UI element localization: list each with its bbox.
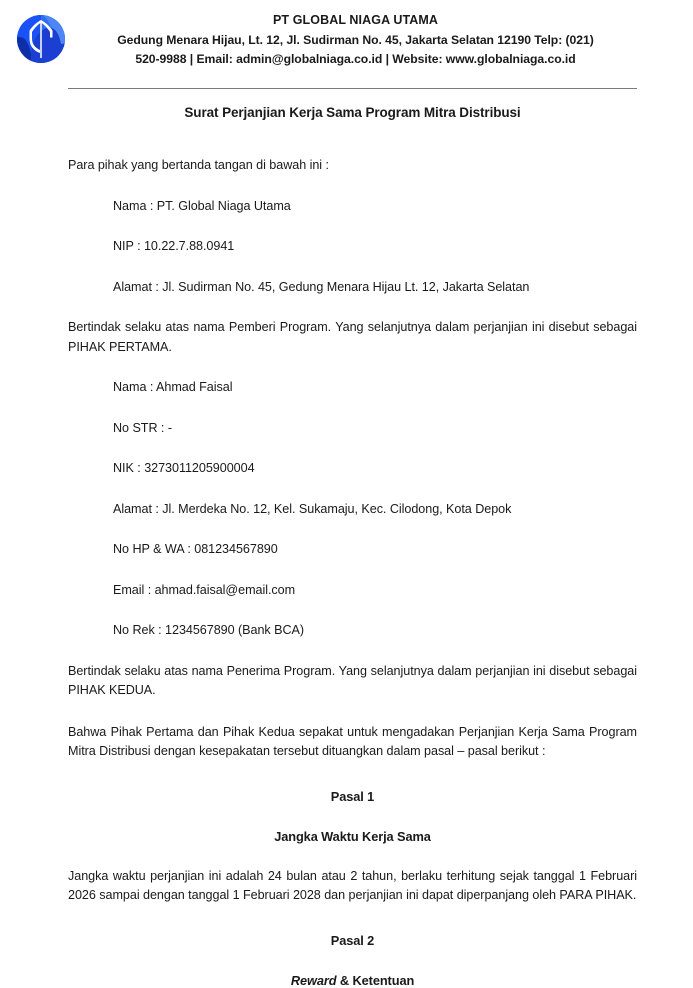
company-address-line-1: Gedung Menara Hijau, Lt. 12, Jl. Sudirman No. 45, Jakarta Selatan 12190 Telp: (021) [117,33,594,47]
letterhead [0,0,693,69]
article-2-subtitle [68,973,637,988]
agreement-intro: Bahwa Pihak Pertama dan Pihak Kedua sepakat untuk mengadakan Perjanjian Kerja Sama Program Mitra Distribusi dengan kesepakatan tersebut dituangkan dalam pasal – pasal berikut : [68,724,637,758]
list-item: No Rek : 1234567890 (Bank BCA) [113,623,305,637]
article-1-body: Jangka waktu perjanjian ini adalah 24 bulan atau 2 tahun, berlaku terhitung sejak tanggal 1 Februari 2026 sampai dengan tanggal 1 Februari 2028 dan perjanjian ini dapat diperpanjang oleh PARA PIHAK. [68,868,637,902]
company-address-line-2: 520-9988 | Email: admin@globalniaga.co.id | Website: www.globalniaga.co.id [135,52,576,66]
list-item: No HP & WA : 081234567890 [113,542,278,556]
second-party-fields [68,378,637,641]
list-item: NIK : 3273011205900004 [113,461,255,475]
letterhead-text [74,12,643,69]
list-item: Nama : PT. Global Niaga Utama [113,198,291,213]
page-title: Surat Perjanjian Kerja Sama Program Mitra Distribusi [184,105,521,120]
first-party-statement: Bertindak selaku atas nama Pemberi Program. Yang selanjutnya dalam perjanjian ini disebut sebagai PIHAK PERTAMA. [68,320,637,354]
list-item: Nama : Ahmad Faisal [113,380,233,394]
list-item: NIP : 10.22.7.88.0941 [113,239,235,253]
document-body [0,105,693,988]
header-divider [68,88,637,89]
lead-paragraph: Para pihak yang bertanda tangan di bawah ini : [68,158,329,172]
company-name: PT GLOBAL NIAGA UTAMA [272,13,439,27]
list-item: No STR : - [113,420,172,435]
article-2-number: Pasal 2 [330,932,375,948]
list-item: Alamat : Jl. Merdeka No. 12, Kel. Sukamaju, Kec. Cilodong, Kota Depok [113,501,512,516]
article-1-number: Pasal 1 [330,788,375,804]
article-2-subtitle-rest: & Ketentuan [336,972,415,988]
company-logo-icon [16,14,66,64]
list-item: Email : ahmad.faisal@email.com [113,582,296,597]
article-2-subtitle-italic: Reward [290,972,337,988]
first-party-fields [68,197,637,298]
article-1-subtitle: Jangka Waktu Kerja Sama [274,828,431,844]
second-party-statement: Bertindak selaku atas nama Penerima Program. Yang selanjutnya dalam perjanjian ini disebut sebagai PIHAK KEDUA. [68,663,637,697]
list-item: Alamat : Jl. Sudirman No. 45, Gedung Menara Hijau Lt. 12, Jakarta Selatan [113,279,530,294]
